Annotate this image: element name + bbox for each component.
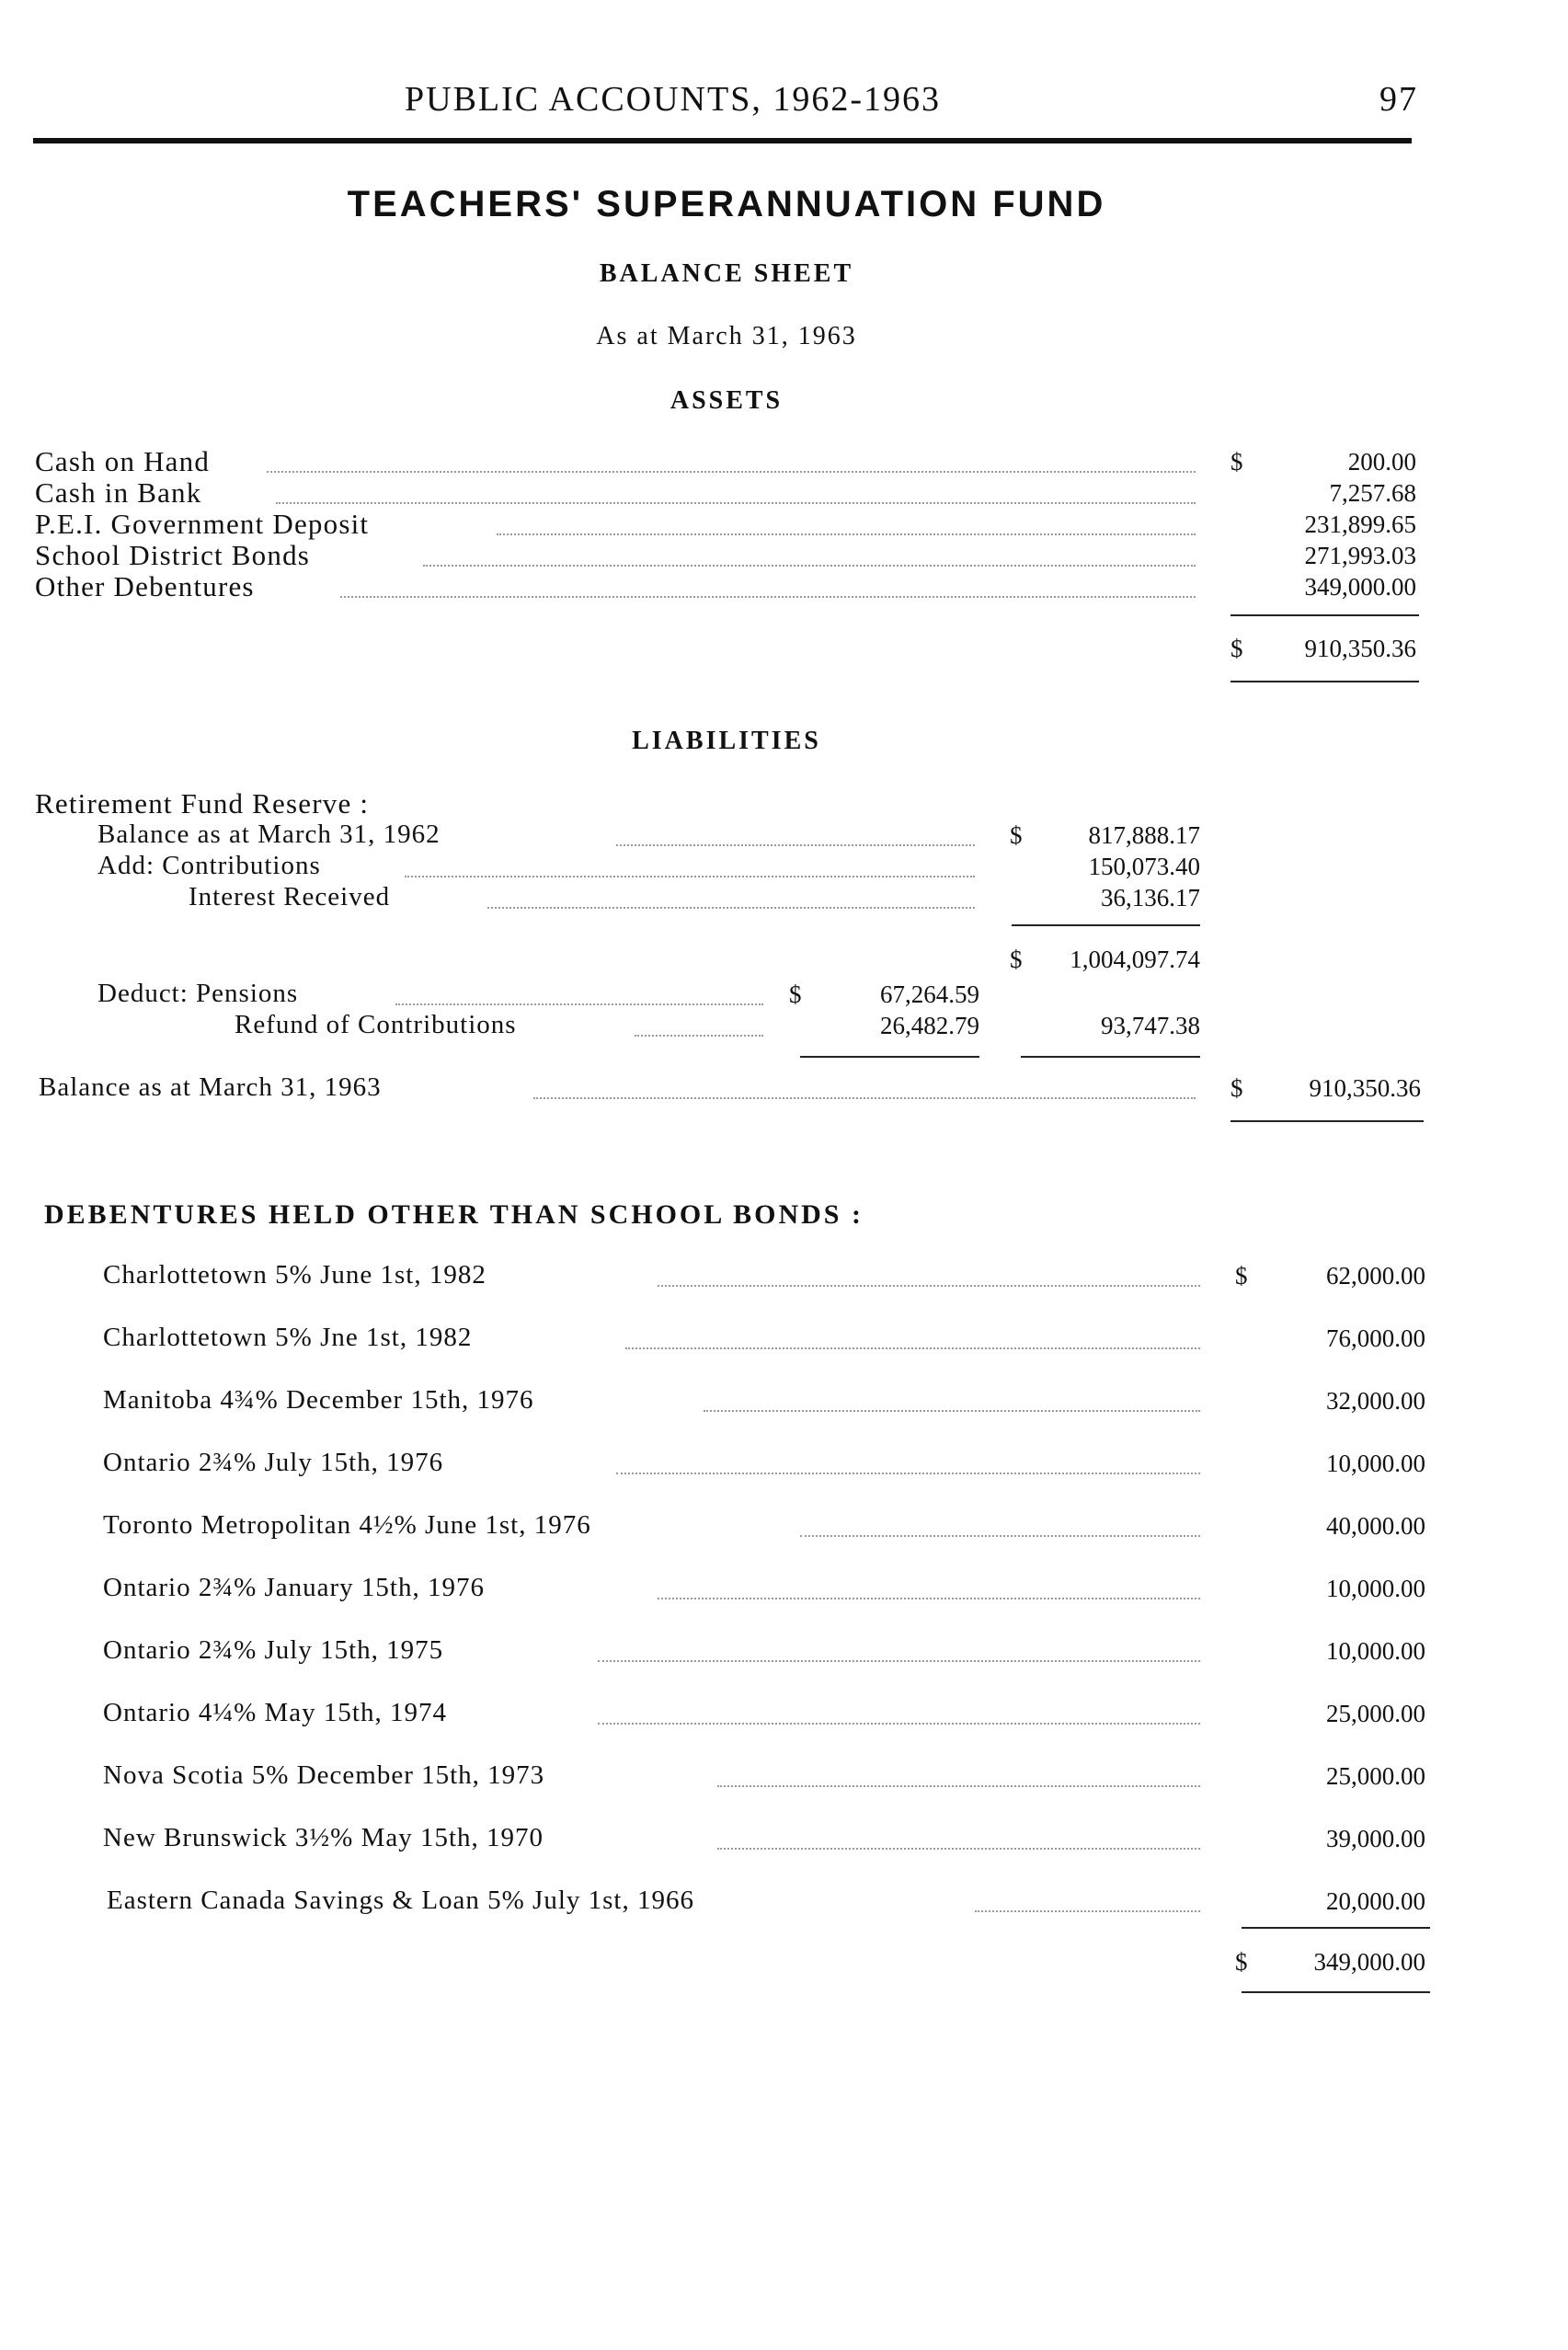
balance-sheet-title: BALANCE SHEET (599, 259, 854, 288)
debenture-label: Nova Scotia 5% December 15th, 1973 (103, 1760, 545, 1790)
as-at-date: As at March 31, 1963 (596, 322, 857, 350)
balance-1963-amount: 910,350.36 (1309, 1074, 1421, 1102)
pensions-label: Deduct: Pensions (97, 979, 299, 1008)
reserve-label: Retirement Fund Reserve : (35, 787, 370, 820)
leader-dots (598, 1660, 1200, 1662)
debenture-label: Manitoba 4¾% December 15th, 1976 (103, 1385, 534, 1415)
debenture-amount: 25,000.00 (1326, 1762, 1425, 1790)
dollar-sign: $ (789, 980, 802, 1008)
deduct-total-amount: 93,747.38 (1101, 1012, 1200, 1039)
debenture-amount: 76,000.00 (1326, 1324, 1425, 1352)
balance-1962-amount: 817,888.17 (1088, 821, 1200, 849)
asset-label: Cash on Hand (35, 445, 211, 477)
debentures-total: 349,000.00 (1313, 1948, 1425, 1976)
asset-label: Other Debentures (35, 570, 255, 602)
total-rule (1242, 1991, 1430, 1993)
fund-title: TEACHERS' SUPERANNUATION FUND (347, 184, 1106, 224)
debenture-label: Eastern Canada Savings & Loan 5% July 1st, 1966 (107, 1886, 694, 1915)
asset-amount: 349,000.00 (1304, 573, 1416, 601)
liabilities-heading: LIABILITIES (632, 727, 821, 755)
debenture-amount: 20,000.00 (1326, 1887, 1425, 1915)
debenture-label: Charlottetown 5% June 1st, 1982 (103, 1260, 486, 1290)
debenture-amount: 10,000.00 (1326, 1450, 1425, 1477)
leader-dots (340, 596, 1196, 598)
debenture-amount: 25,000.00 (1326, 1700, 1425, 1727)
dollar-sign: $ (1230, 448, 1243, 476)
subtotal-rule (1012, 924, 1200, 926)
dollar-sign: $ (1230, 635, 1243, 662)
balance-1962-label: Balance as at March 31, 1962 (97, 820, 441, 849)
debenture-label: Ontario 2¾% January 15th, 1976 (103, 1573, 485, 1602)
page-number: 97 (1379, 80, 1418, 119)
total-rule (1230, 1120, 1424, 1122)
contributions-label: Add: Contributions (97, 851, 321, 880)
interest-amount: 36,136.17 (1101, 884, 1200, 911)
leader-dots (658, 1285, 1200, 1287)
subtotal-rule (1021, 1056, 1200, 1058)
asset-label: School District Bonds (35, 539, 311, 571)
debenture-amount: 40,000.00 (1326, 1512, 1425, 1540)
leader-dots (405, 876, 975, 877)
debenture-amount: 32,000.00 (1326, 1387, 1425, 1415)
leader-dots (616, 844, 975, 846)
balance-1963-label: Balance as at March 31, 1963 (39, 1072, 382, 1102)
leader-dots (423, 565, 1196, 567)
dollar-sign: $ (1010, 821, 1023, 849)
leader-dots (276, 502, 1196, 504)
debenture-label: Ontario 4¼% May 15th, 1974 (103, 1698, 447, 1727)
total-rule (1230, 681, 1419, 682)
leader-dots (487, 907, 975, 909)
running-header-title: PUBLIC ACCOUNTS, 1962-1963 (405, 80, 941, 119)
leader-dots (533, 1097, 1196, 1099)
subtotal-rule (1242, 1927, 1430, 1929)
leader-dots (717, 1785, 1200, 1787)
debentures-heading: DEBENTURES HELD OTHER THAN SCHOOL BONDS : (44, 1199, 864, 1230)
assets-total: 910,350.36 (1304, 635, 1416, 662)
debenture-amount: 39,000.00 (1326, 1825, 1425, 1852)
leader-dots (704, 1410, 1200, 1412)
leader-dots (395, 1003, 763, 1005)
debenture-amount: 62,000.00 (1326, 1262, 1425, 1290)
debenture-label: Ontario 2¾% July 15th, 1975 (103, 1635, 444, 1665)
leader-dots (975, 1910, 1200, 1912)
leader-dots (625, 1347, 1200, 1349)
debenture-label: Toronto Metropolitan 4½% June 1st, 1976 (103, 1510, 591, 1540)
subtotal-rule (1230, 614, 1419, 616)
assets-heading: ASSETS (670, 386, 784, 415)
asset-amount: 271,993.03 (1304, 542, 1416, 569)
leader-dots (800, 1535, 1200, 1537)
asset-amount: 200.00 (1347, 448, 1416, 476)
refund-label: Refund of Contributions (235, 1010, 517, 1039)
leader-dots (717, 1848, 1200, 1850)
debenture-label: Charlottetown 5% Jne 1st, 1982 (103, 1323, 473, 1352)
dollar-sign: $ (1230, 1074, 1243, 1102)
leader-dots (598, 1723, 1200, 1725)
debenture-label: Ontario 2¾% July 15th, 1976 (103, 1448, 444, 1477)
subtotal-amount: 1,004,097.74 (1070, 946, 1200, 973)
asset-label: Cash in Bank (35, 476, 202, 509)
subtotal-rule (800, 1056, 979, 1058)
leader-dots (658, 1598, 1200, 1599)
dollar-sign: $ (1010, 946, 1023, 973)
asset-label: P.E.I. Government Deposit (35, 508, 370, 540)
debenture-amount: 10,000.00 (1326, 1637, 1425, 1665)
pensions-amount: 67,264.59 (880, 980, 979, 1008)
leader-dots (616, 1473, 1200, 1474)
debenture-amount: 10,000.00 (1326, 1575, 1425, 1602)
refund-amount: 26,482.79 (880, 1012, 979, 1039)
dollar-sign: $ (1235, 1948, 1248, 1976)
debenture-label: New Brunswick 3½% May 15th, 1970 (103, 1823, 544, 1852)
asset-amount: 7,257.68 (1329, 479, 1416, 507)
leader-dots (497, 533, 1196, 535)
leader-dots (267, 471, 1196, 473)
dollar-sign: $ (1235, 1262, 1248, 1290)
asset-amount: 231,899.65 (1304, 510, 1416, 538)
leader-dots (635, 1035, 763, 1037)
contributions-amount: 150,073.40 (1088, 853, 1200, 880)
interest-label: Interest Received (189, 882, 391, 911)
header-rule (33, 138, 1412, 143)
